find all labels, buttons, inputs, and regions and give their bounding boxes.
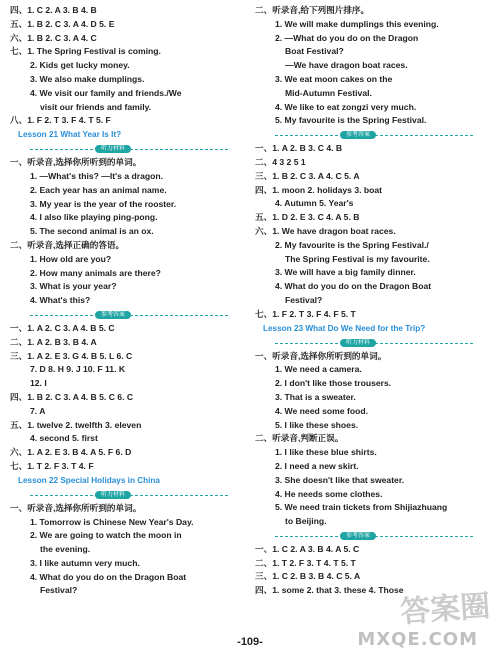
answer-line: 六、1. A 2. E 3. B 4. A 5. F 6. D bbox=[10, 447, 132, 458]
section-badge-label: 听力材料 bbox=[95, 491, 131, 499]
answer-line: 2. Each year has an animal name. bbox=[30, 184, 167, 195]
answer-line: 四、1. C 2. A 3. B 4. B bbox=[10, 5, 97, 15]
answer-line: 4. We visit our family and friends./We bbox=[30, 87, 182, 98]
answer-line: Mid-Autumn Festival. bbox=[285, 87, 372, 98]
watermark-site: MXQE.COM bbox=[357, 629, 478, 650]
answer-line: 四、1. some 2. that 3. these 4. Those bbox=[255, 585, 404, 596]
answer-line: 一、听录音,选择你所听到的单词。 bbox=[10, 502, 142, 513]
answer-line: 1. How old are you? bbox=[30, 253, 112, 264]
section-badge-label: 听力材料 bbox=[340, 339, 376, 347]
answer-line: 3. That is a sweater. bbox=[275, 391, 356, 402]
answer-line: 4. We need some food. bbox=[275, 405, 368, 416]
answer-line: the evening. bbox=[40, 544, 91, 555]
answer-line: The Spring Festival is my favourite. bbox=[285, 253, 430, 264]
answer-line: 一、1. C 2. A 3. B 4. A 5. C bbox=[255, 543, 360, 554]
answer-line: 5. My favourite is the Spring Festival. bbox=[275, 115, 427, 126]
answer-line: 七、1. The Spring Festival is coming. bbox=[10, 46, 161, 57]
answer-line: 七、1. T 2. F 3. T 4. F bbox=[10, 460, 94, 471]
section-badge-label: 参考答案 bbox=[340, 532, 376, 540]
answer-line: 3. My year is the year of the rooster. bbox=[30, 198, 177, 209]
section-badge bbox=[255, 336, 493, 350]
page-number: -109- bbox=[237, 636, 263, 648]
answer-line: Festival? bbox=[285, 294, 323, 305]
answer-line: 2. —What do you do on the Dragon bbox=[275, 32, 419, 43]
answer-line: 六、1. B 2. C 3. A 4. C bbox=[10, 32, 97, 43]
answer-line: 三、1. B 2. C 3. A 4. C 5. A bbox=[255, 170, 360, 181]
answer-line: 4. I also like playing ping-pong. bbox=[30, 212, 158, 223]
answer-line: 12. I bbox=[30, 378, 47, 389]
lesson-heading: Lesson 22 Special Holidays in China bbox=[18, 475, 160, 485]
answer-line: 1. I like these blue shirts. bbox=[275, 447, 377, 458]
answer-line: 4. Autumn 5. Year's bbox=[275, 198, 354, 209]
answer-line: Boat Festival? bbox=[285, 46, 344, 57]
answer-line: Festival? bbox=[40, 585, 78, 596]
answer-line: 一、1. A 2. B 3. C 4. B bbox=[255, 143, 343, 154]
answer-line: 2. How many animals are there? bbox=[30, 267, 161, 278]
section-badge bbox=[10, 488, 248, 502]
answer-line: 二、1. T 2. F 3. T 4. T 5. T bbox=[255, 557, 356, 568]
answer-line: 二、听录音,选择正确的答语。 bbox=[10, 239, 125, 250]
answer-line: 4. What do you do on the Dragon Boat bbox=[30, 571, 187, 582]
answer-line: to Beijing. bbox=[285, 516, 327, 527]
answer-line: 五、1. B 2. C 3. A 4. D 5. E bbox=[10, 18, 115, 29]
answer-line: 四、1. B 2. C 3. A 4. B 5. C 6. C bbox=[10, 391, 134, 402]
answer-line: 二、听录音,给下列图片排序。 bbox=[255, 5, 370, 15]
answer-line: 4. What do you do on the Dragon Boat bbox=[275, 281, 432, 292]
answer-line: 一、听录音,选择你所听到的单词。 bbox=[10, 157, 142, 168]
answer-line: 3. I like autumn very much. bbox=[30, 557, 140, 568]
answer-line: 四、1. moon 2. holidays 3. boat bbox=[255, 184, 383, 195]
answer-line: 3. We eat moon cakes on the bbox=[275, 73, 393, 84]
answer-line: 2. My favourite is the Spring Festival./ bbox=[275, 239, 429, 250]
answer-line: —We have dragon boat races. bbox=[285, 60, 408, 71]
answer-line: 4. second 5. first bbox=[30, 433, 98, 444]
answer-line: 2. Kids get lucky money. bbox=[30, 60, 130, 71]
answer-line: 2. I need a new skirt. bbox=[275, 460, 359, 471]
answer-line: 1. We will make dumplings this evening. bbox=[275, 18, 439, 29]
section-badge-label: 参考答案 bbox=[95, 311, 131, 319]
answer-line: 1. —What's this? —It's a dragon. bbox=[30, 170, 164, 181]
answer-line: 4. We like to eat zongzi very much. bbox=[275, 101, 417, 112]
answer-line: 七、1. F 2. T 3. F 4. F 5. T bbox=[255, 308, 356, 319]
answer-line: 1. We need a camera. bbox=[275, 364, 362, 375]
answer-line: 7. D 8. H 9. J 10. F 11. K bbox=[30, 364, 126, 375]
section-badge bbox=[10, 142, 248, 156]
left-column bbox=[10, 4, 248, 598]
answer-line: 3. We will have a big family dinner. bbox=[275, 267, 416, 278]
section-badge-label: 参考答案 bbox=[340, 131, 376, 139]
lesson-heading: Lesson 23 What Do We Need for the Trip? bbox=[263, 323, 426, 333]
answer-line: 4. What's this? bbox=[30, 295, 91, 306]
answer-line: 5. We need train tickets from Shijiazhuang bbox=[275, 502, 448, 513]
answer-line: 二、1. A 2. B 3. B 4. A bbox=[10, 336, 97, 347]
answer-line: 3. What is your year? bbox=[30, 281, 117, 292]
answer-line: 4. He needs some clothes. bbox=[275, 488, 383, 499]
answer-line: 3. We also make dumplings. bbox=[30, 73, 145, 84]
answer-line: 五、1. twelve 2. twelfth 3. eleven bbox=[10, 419, 142, 430]
section-badge bbox=[10, 308, 248, 322]
answer-line: 3. She doesn't like that sweater. bbox=[275, 474, 405, 485]
section-badge bbox=[255, 529, 493, 543]
answer-line: 三、1. A 2. E 3. G 4. B 5. L 6. C bbox=[10, 350, 133, 361]
right-column bbox=[255, 4, 493, 598]
answer-line: 八、1. F 2. T 3. F 4. T 5. F bbox=[10, 115, 111, 126]
answer-line: 三、1. C 2. B 3. B 4. C 5. A bbox=[255, 571, 361, 582]
answer-line: 二、听录音,判断正误。 bbox=[255, 433, 344, 444]
answer-line: 5. The second animal is an ox. bbox=[30, 226, 154, 237]
answer-line: 5. I like these shoes. bbox=[275, 419, 359, 430]
answer-line: 1. Tomorrow is Chinese New Year's Day. bbox=[30, 516, 194, 527]
section-badge-label: 听力材料 bbox=[95, 145, 131, 153]
answer-line: 一、1. A 2. C 3. A 4. B 5. C bbox=[10, 322, 115, 333]
answer-line: 2. We are going to watch the moon in bbox=[30, 530, 182, 541]
answer-line: visit our friends and family. bbox=[40, 101, 152, 112]
lesson-heading: Lesson 21 What Year Is It? bbox=[18, 130, 122, 140]
answer-line: 二、4 3 2 5 1 bbox=[255, 156, 306, 167]
answer-line: 六、1. We have dragon boat races. bbox=[255, 225, 396, 236]
answer-line: 2. I don't like those trousers. bbox=[275, 378, 392, 389]
answer-line: 7. A bbox=[30, 405, 46, 416]
section-badge bbox=[255, 128, 493, 142]
answer-line: 一、听录音,选择你所听到的单词。 bbox=[255, 350, 387, 361]
watermark-logo: 答案圈 bbox=[399, 588, 492, 631]
answer-line: 五、1. D 2. E 3. C 4. A 5. B bbox=[255, 212, 360, 223]
